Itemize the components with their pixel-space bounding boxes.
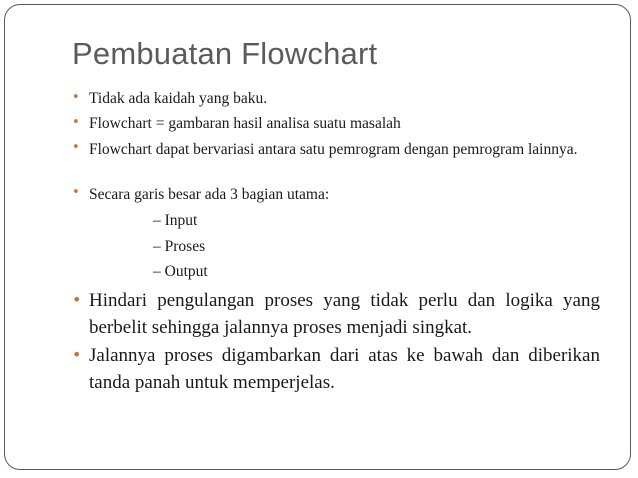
- bullet-marker: •: [72, 345, 82, 364]
- bullet-marker: •: [72, 90, 80, 105]
- bullet-text-2: Flowchart = gambaran hasil analisa suatu masalah: [89, 115, 401, 132]
- bullet-text-4: Secara garis besar ada 3 bagian utama:: [89, 186, 330, 203]
- slide-title: Pembuatan Flowchart: [72, 36, 378, 71]
- bullet-text-1: Tidak ada kaidah yang baku.: [89, 90, 268, 107]
- bullet-marker: •: [72, 115, 80, 130]
- sub-item-output: – Output: [153, 263, 208, 280]
- sub-item-input: – Input: [153, 212, 198, 229]
- bullet-text-6: Jalannya proses digambarkan dari atas ke bawah dan diberikan tanda panah untuk memperjelas.: [89, 345, 600, 393]
- bullet-marker: •: [72, 140, 80, 155]
- bullet-marker: •: [72, 290, 82, 309]
- bullet-text-3: Flowchart dapat bervariasi antara satu pemrogram dengan pemrogram lainnya.: [89, 141, 578, 158]
- slide-frame: [4, 4, 631, 470]
- sub-item-proses: – Proses: [153, 238, 206, 255]
- bullet-marker: •: [72, 185, 80, 200]
- bullet-text-5: Hindari pengulangan proses yang tidak perlu dan logika yang berbelit sehingga jalannya proses menjadi singkat.: [89, 290, 600, 338]
